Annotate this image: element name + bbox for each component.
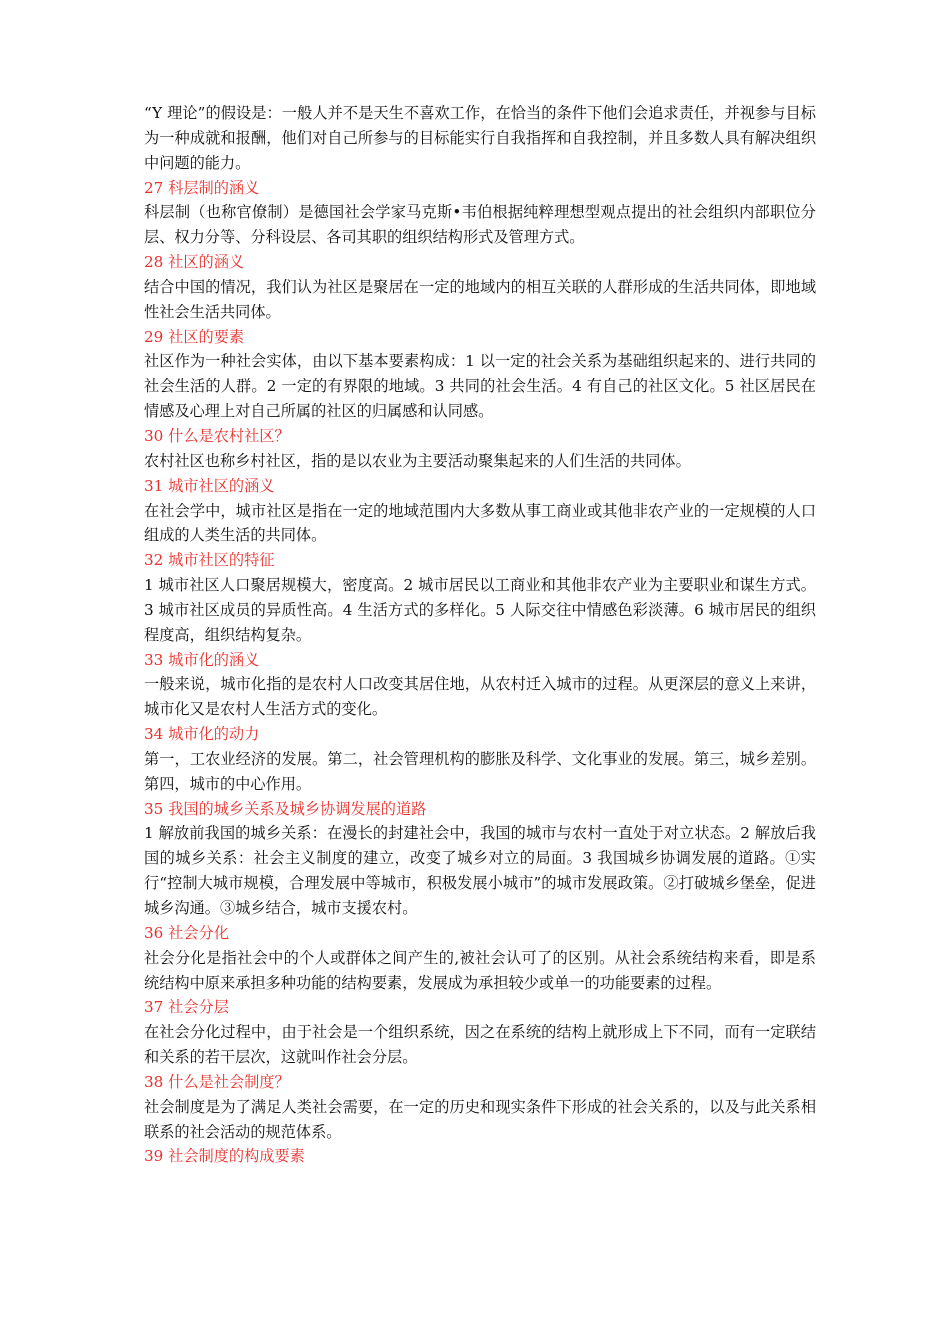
paragraph-33: 一般来说，城市化指的是农村人口改变其居住地，从农村迁入城市的过程。从更深层的意义上来讲，城市化又是农村人生活方式的变化。: [144, 675, 816, 719]
heading-35: 35 我国的城乡关系及城乡协调发展的道路: [144, 799, 427, 818]
paragraph-36: 社会分化是指社会中的个人或群体之间产生的,被社会认可了的区别。从社会系统结构来看，即是系统结构中原来承担多种功能的结构要素，发展成为承担较少或单一的功能要素的过程。: [144, 948, 816, 992]
heading-27: 27 科层制的涵义: [144, 178, 260, 197]
heading-28: 28 社区的涵义: [144, 253, 245, 272]
paragraph-37: 在社会分化过程中，由于社会是一个组织系统，因之在系统的结构上就形成上下不同，而有一定联结和关系的若干层次，这就叫作社会分层。: [144, 1023, 816, 1067]
paragraph-y-theory: “Y 理论”的假设是：一般人并不是天生不喜欢工作，在恰当的条件下他们会追求责任，并视参与目标为一种成就和报酬，他们对自己所参与的目标能实行自我指挥和自我控制，并且多数人具有解决组织中问题的能力。: [144, 104, 816, 172]
paragraph-30: 农村社区也称乡村社区，指的是以农业为主要活动聚集起来的人们生活的共同体。: [144, 451, 691, 470]
paragraph-32: 1 城市社区人口聚居规模大，密度高。2 城市居民以工商业和其他非农产业为主要职业和谋生方式。3 城市社区成员的异质性高。4 生活方式的多样化。5 人际交往中情感色彩淡薄。6 城市居民的组织程度高，组织结构复杂。: [144, 576, 816, 644]
paragraph-35: 1 解放前我国的城乡关系：在漫长的封建社会中，我国的城市与农村一直处于对立状态。2 解放后我国的城乡关系：社会主义制度的建立，改变了城乡对立的局面。3 我国城乡协调发展的道路。①实行“控制大城市规模，合理发展中等城市，积极发展小城市”的城市发展政策。②打破城乡堡垒，促进城乡沟通。③城乡结合，城市支援农村。: [144, 824, 816, 917]
paragraph-27: 科层制（也称官僚制）是德国社会学家马克斯•韦伯根据纯粹理想型观点提出的社会组织内部职位分层、权力分等、分科设层、各司其职的组织结构形式及管理方式。: [144, 203, 816, 247]
heading-31: 31 城市社区的涵义: [144, 476, 275, 495]
heading-32: 32 城市社区的特征: [144, 551, 275, 570]
heading-39: 39 社会制度的构成要素: [144, 1147, 305, 1166]
paragraph-31: 在社会学中，城市社区是指在一定的地域范围内大多数从事工商业或其他非农产业的一定规模的人口组成的人类生活的共同体。: [144, 501, 816, 545]
heading-34: 34 城市化的动力: [144, 725, 260, 744]
paragraph-28: 结合中国的情况，我们认为社区是聚居在一定的地域内的相互关联的人群形成的生活共同体，即地域性社会生活共同体。: [144, 277, 816, 321]
document-page: [144, 101, 816, 1169]
paragraph-34: 第一，工农业经济的发展。第二，社会管理机构的膨胀及科学、文化事业的发展。第三，城乡差别。第四，城市的中心作用。: [144, 749, 816, 793]
heading-36: 36 社会分化: [144, 923, 229, 942]
heading-29: 29 社区的要素: [144, 327, 245, 346]
heading-33: 33 城市化的涵义: [144, 650, 260, 669]
heading-38: 38 什么是社会制度？: [144, 1072, 290, 1091]
heading-37: 37 社会分层: [144, 998, 229, 1017]
heading-30: 30 什么是农村社区？: [144, 426, 290, 445]
paragraph-29: 社区作为一种社会实体，由以下基本要素构成：1 以一定的社会关系为基础组织起来的、进行共同的社会生活的人群。2 一定的有界限的地域。3 共同的社会生活。4 有自己的社区文化。5 社区居民在情感及心理上对自己所属的社区的归属感和认同感。: [144, 352, 816, 421]
paragraph-38: 社会制度是为了满足人类社会需要，在一定的历史和现实条件下形成的社会关系的，以及与此关系相联系的社会活动的规范体系。: [144, 1097, 816, 1141]
